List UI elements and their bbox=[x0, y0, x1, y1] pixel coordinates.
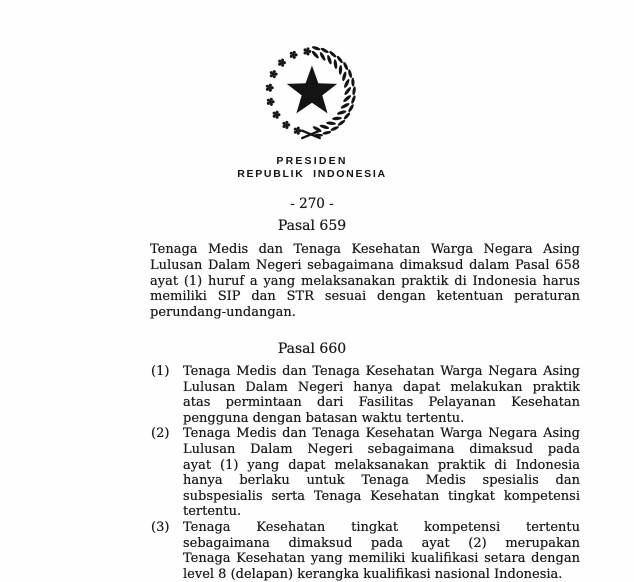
text-line: ayat (1) yang dapat melaksanakan praktik di Indonesia bbox=[183, 457, 580, 473]
item-number: (3) bbox=[151, 519, 170, 535]
page-number: - 270 - bbox=[290, 196, 334, 212]
list-item-3 bbox=[151, 520, 580, 582]
item-number: (1) bbox=[151, 364, 170, 379]
text-line: memiliki SIP dan STR sesuai dengan ketentuan peraturan bbox=[150, 289, 580, 305]
text-line: atas permintaan dari Fasilitas Pelayanan Kesehatan bbox=[183, 395, 580, 411]
text-line: hanya berlaku untuk Tenaga Medis spesialis dan bbox=[183, 473, 580, 489]
text-line: Tenaga Medis dan Tenaga Kesehatan Warga Negara Asing bbox=[150, 242, 580, 257]
text-line: Lulusan Dalam Negeri hanya dapat melakukan praktik bbox=[183, 379, 580, 395]
list-item-2 bbox=[151, 426, 580, 520]
pasal-660-heading: Pasal 660 bbox=[277, 341, 347, 357]
text-line: Lulusan Dalam Negeri sebagaimana dimaksud pada bbox=[183, 441, 580, 457]
text-line: level 8 (delapan) kerangka kualifikasi nasional Indonesia. bbox=[183, 566, 563, 582]
text-line: Tenaga Kesehatan tingkat kompetensi tertentu bbox=[183, 519, 580, 535]
text-line: perundang-undangan. bbox=[150, 305, 296, 321]
pasal-660-list bbox=[151, 364, 580, 582]
star-icon bbox=[287, 66, 337, 114]
national-emblem bbox=[261, 43, 359, 141]
pasal-659-heading: Pasal 659 bbox=[277, 218, 347, 234]
list-item-1 bbox=[151, 364, 580, 426]
emblem-svg bbox=[261, 43, 359, 141]
letterhead-republik-indonesia: REPUBLIK INDONESIA bbox=[237, 168, 387, 180]
text-line: subspesialis serta Tenaga Kesehatan tingkat kompetensi bbox=[183, 488, 580, 504]
text-line: Tenaga Medis dan Tenaga Kesehatan Warga Negara Asing bbox=[183, 426, 580, 442]
text-line: Tenaga Kesehatan yang memiliki kualifikasi setara dengan bbox=[183, 551, 580, 567]
item-text bbox=[183, 364, 580, 426]
item-number: (2) bbox=[151, 426, 170, 442]
pasal-659-paragraph bbox=[150, 242, 580, 321]
text-line: tertentu. bbox=[183, 504, 242, 520]
text-line: pengguna dengan batasan waktu tertentu. bbox=[183, 410, 465, 426]
text-line: ayat (1) huruf a yang melaksanakan praktik di Indonesia harus bbox=[150, 273, 580, 289]
item-text bbox=[183, 520, 580, 582]
text-line: Lulusan Dalam Negeri sebagaimana dimaksud dalam Pasal 658 bbox=[150, 257, 580, 273]
item-text bbox=[183, 426, 580, 520]
text-line: sebagaimana dimaksud pada ayat (2) merupakan bbox=[183, 535, 580, 551]
letterhead-presiden: PRESIDEN bbox=[276, 155, 348, 167]
text-line: Tenaga Medis dan Tenaga Kesehatan Warga Negara Asing bbox=[183, 364, 580, 379]
